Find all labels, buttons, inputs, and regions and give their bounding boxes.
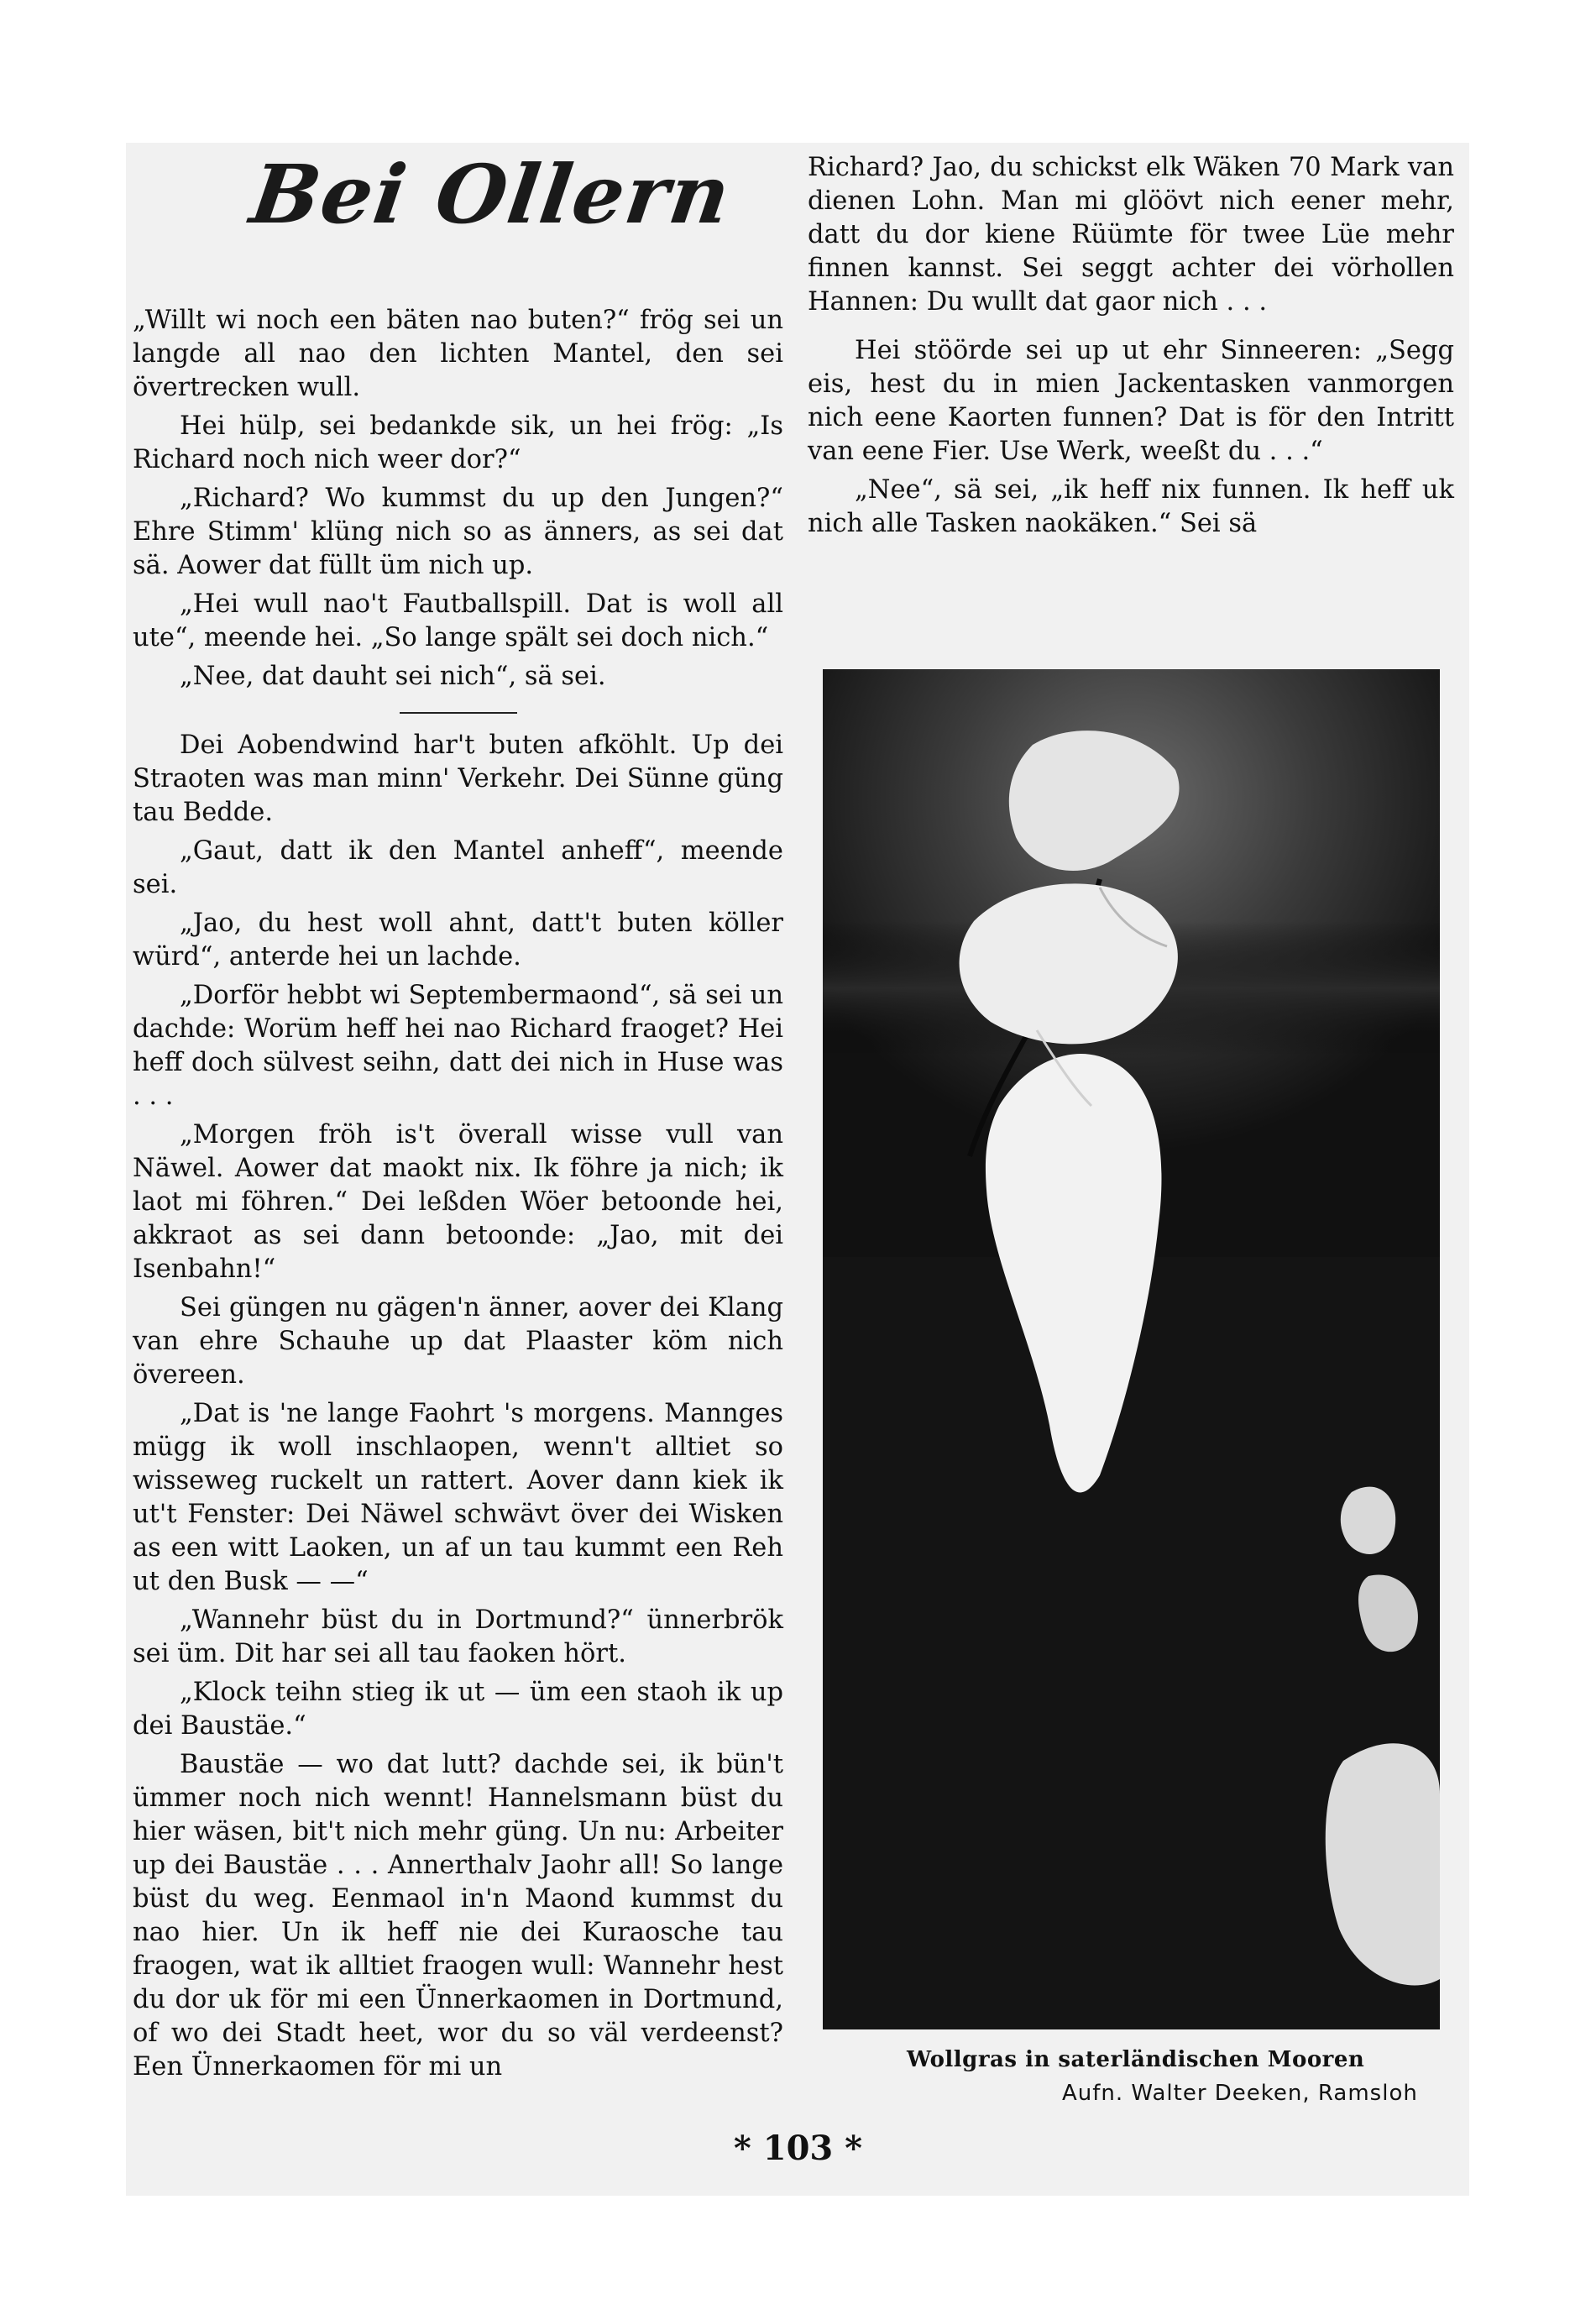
section-divider [400, 712, 517, 714]
right-paragraph: Hei stöörde sei up ut ehr Sinneeren: „Segg eis, hest du in mien Jackentasken vanmorgen nich eene Kaorten funnen? Dat is för den Intritt van eene Fier. Use Werk, weeßt du . . .“ [808, 336, 1454, 466]
left-paragraph: „Dorför hebbt wi Septembermaond“, sä sei un dachde: Worüm heff hei nao Richard fraoget? Hei heff doch sülvest seihn, datt dei nich in Huse was . . . [133, 981, 783, 1111]
photo-caption: Wollgras in saterländischen Mooren [907, 2047, 1365, 2072]
left-paragraph: „Klock teihn stieg ik ut — üm een staoh ik up dei Baustäe.“ [133, 1678, 783, 1741]
left-paragraph: „Morgen fröh is't överall wisse vull van Näwel. Aower dat maokt nix. Ik föhre ja nich; ik laot mi föhren.“ Dei leßden Wöer betoonde hei, akkraot as sei dann betoonde: „Jao, mit dei Isenbahn!“ [133, 1120, 783, 1284]
left-paragraph: Dei Aobendwind har't buten afköhlt. Up dei Straoten was man minn' Verkehr. Dei Sünne güng tau Bedde. [133, 731, 783, 827]
left-paragraph: Hei hülp, sei bedankde sik, un hei frög: „Is Richard noch nich weer dor?“ [133, 411, 783, 474]
right-column [808, 151, 1454, 546]
page-number: * 103 * [733, 2129, 863, 2168]
left-paragraph: „Willt wi noch een bäten nao buten?“ frög sei un langde all nao den lichten Mantel, den sei övertrecken wull. [133, 306, 783, 402]
left-paragraph: „Jao, du hest woll ahnt, datt't buten köller würd“, anterde hei un lachde. [133, 909, 783, 971]
article-title: Bei Ollern [245, 147, 738, 242]
left-paragraph: „Nee, dat dauht sei nich“, sä sei. [180, 662, 606, 691]
left-paragraph: „Gaut, datt ik den Mantel anheff“, meende sei. [133, 836, 783, 899]
left-paragraph: Sei güngen nu gägen'n änner, aover dei Klang van ehre Schauhe up dat Plaaster köm nich övereen. [133, 1293, 783, 1390]
left-paragraph: „Wannehr büst du in Dortmund?“ ünnerbrök sei üm. Dit har sei all tau faoken hört. [133, 1605, 783, 1668]
left-paragraph: „Richard? Wo kummst du up den Jungen?“ Ehre Stimm' klüng nich so as änners, as sei dat sä. Aower dat füllt üm nich up. [133, 484, 783, 580]
left-paragraph: Baustäe — wo dat lutt? dachde sei, ik bün't ümmer noch nich wennt! Hannelsmann büst du hier wäsen, bit't nich mehr güng. Un nu: Arbeiter up dei Baustäe . . . Annerthalv Jaohr all! So lange büst du weg. Eenmaol in'n Maond kummst du nao hier. Un ik heff nie dei Kuraosche tau fraogen, wat ik alltiet fraogen wull: Wannehr hest du dor uk för mi een Ünnerkaomen in Dortmund, of wo dei Stadt heet, wor du so väl verdeenst? Een Ünnerkaomen för mi un [133, 1750, 783, 2082]
photo-image [823, 669, 1440, 2029]
photo-credit: Aufn. Walter Deeken, Ramsloh [1062, 2081, 1418, 2106]
left-paragraph: „Hei wull nao't Fautballspill. Dat is woll all ute“, meende hei. „So lange spält sei doch nich.“ [133, 589, 783, 652]
cotton-grass-photo [823, 669, 1440, 2029]
right-paragraph: „Nee“, sä sei, „ik heff nix funnen. Ik heff uk nich alle Tasken naokäken.“ Sei sä [808, 475, 1454, 538]
left-paragraph: „Dat is 'ne lange Faohrt 's morgens. Mannges mügg ik woll inschlaopen, wenn't alltiet so wisseweg ruckelt un rattert. Aover dann kiek ik ut't Fenster: Dei Näwel schwävt över dei Wisken as een witt Laoken, un af un tau kummt een Reh ut den Busk — —“ [133, 1399, 783, 1596]
left-column [133, 304, 783, 2089]
right-paragraph: Richard? Jao, du schickst elk Wäken 70 Mark van dienen Lohn. Man mi glöövt nich eener mehr, datt du dor kiene Rüümte för twee Lüe mehr finnen kannst. Sei seggt achter dei vörhollen Hannen: Du wullt dat gaor nich . . . [808, 153, 1454, 317]
